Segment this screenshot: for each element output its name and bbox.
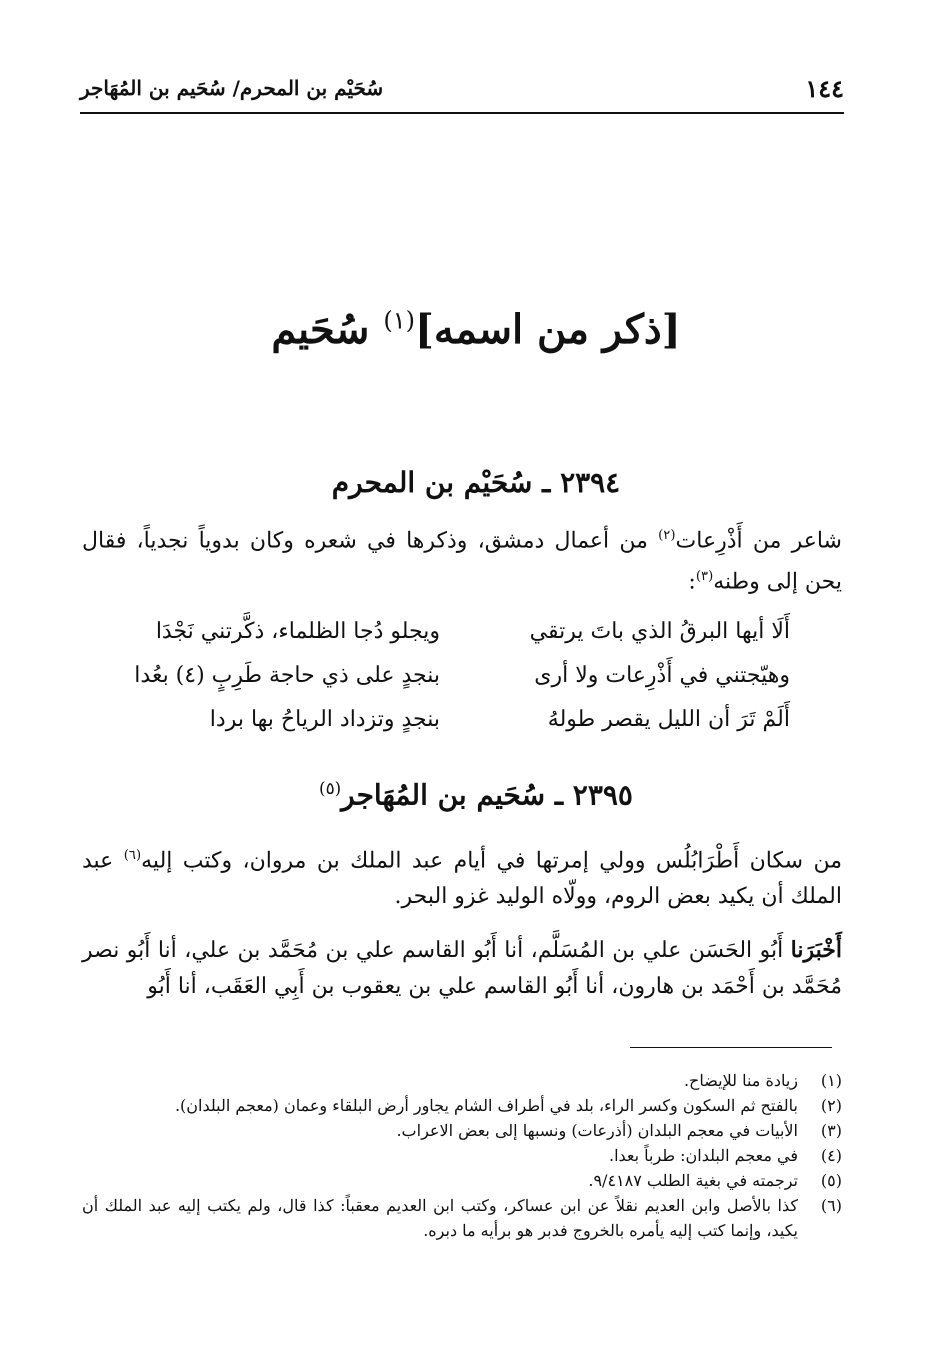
isnad-text: أَبُو الحَسَن علي بن المُسَلَّم، أنا أَبُو القاسم علي بن مُحَمَّد بن علي، أنا أَبُو نصر مُحَمَّد بن أَحْمَد بن هارون، أنا أَبُو القاسم علي بن يعقوب بن أَبِي العَقَب، أنا أَبُو — [82, 938, 842, 999]
footnote-ref-6: (٦) — [123, 848, 142, 863]
intro-text-3: يحن إلى وطنه — [713, 569, 842, 595]
footnote — [82, 1093, 842, 1118]
intro-text-1: شاعر من أَذْرِعات — [675, 528, 842, 554]
footnote — [82, 1193, 842, 1243]
entry-2394-intro — [82, 518, 842, 601]
footnote-number: (١) — [820, 1071, 842, 1090]
running-header-title: سُحَيْم بن المحرم/ سُحَيم بن المُهَاجر — [80, 76, 384, 100]
paragraph-1-text-a: من سكان أَطْرَابُلُس وولي إمرتها في أيام عبد الملك بن مروان، وكتب إليه — [141, 848, 842, 874]
chapter-name: سُحَيم — [271, 306, 370, 353]
footnote-text: بالفتح ثم السكون وكسر الراء، بلد في أطراف الشام يجاور أرض البلقاء وعمان (معجم البلدان). — [174, 1096, 798, 1115]
verse-first-hemistich: أَلَا أيها البرقُ الذي باتَ يرتقي — [529, 619, 790, 644]
footnote-ref-5: (٥) — [319, 778, 342, 798]
entry-heading-2395-text: ٢٣٩٥ ـ سُحَيم بن المُهَاجر — [341, 778, 633, 812]
verse — [134, 654, 790, 698]
chapter-title — [80, 306, 872, 353]
verse-first-hemistich: وهيّجتني في أَذْرِعات ولا أرى — [534, 663, 790, 688]
footnote — [82, 1143, 842, 1168]
footnote-text: في معجم البلدان: طرباً بعدا. — [608, 1146, 798, 1165]
verse-second-hemistich: بنجدٍ وتزداد الرياحُ بها بردا — [209, 707, 440, 732]
verse-first-hemistich: أَلَمْ تَرَ أن الليل يقصر طولهُ — [547, 707, 790, 732]
verse-second-hemistich: بنجدٍ على ذي حاجة طَرِبٍ (٤) بعُدا — [134, 663, 440, 688]
header-rule — [80, 112, 844, 114]
entry-heading-2395 — [80, 778, 872, 811]
entry-heading-2394: ٢٣٩٤ ـ سُحَيْم بن المحرم — [331, 466, 621, 499]
footnote-text: زيادة منا للإيضاح. — [683, 1071, 798, 1090]
footnote — [82, 1168, 842, 1193]
paragraph-1-text-b: عبد الملك أن يكيد بعض الروم، وولّاه الوليد غزو البحر. — [82, 848, 842, 910]
poem — [134, 610, 790, 742]
chapter-title-text: [ذكر من اسمه] — [414, 306, 681, 353]
footnote-number: (٤) — [820, 1146, 842, 1165]
footnote-ref-1: (١) — [383, 306, 415, 335]
footnote-separator — [630, 1047, 832, 1048]
footnote-number: (٣) — [820, 1121, 842, 1140]
footnote — [82, 1118, 842, 1143]
running-header — [80, 66, 844, 106]
verse — [140, 698, 790, 742]
footnote-number: (٦) — [820, 1196, 842, 1215]
intro-text-2: من أعمال دمشق، وذكرها في شعره وكان بدوياً نجدياً، فقال — [82, 528, 659, 554]
entry-2395-paragraph-2 — [82, 932, 842, 1005]
footnote-ref-3: (٣) — [695, 569, 714, 585]
entry-2395-paragraph-1 — [82, 838, 842, 915]
isnad-lead-word: أَخْبَرَنا — [790, 937, 842, 963]
verse — [140, 610, 790, 654]
footnote-text: ترجمته في بغية الطلب ٩/٤١٨٧. — [588, 1171, 798, 1190]
page-number: ١٤٤ — [805, 74, 844, 103]
footnote-number: (٢) — [820, 1096, 842, 1115]
footnote-text: كذا بالأصل وابن العديم نقلاً عن ابن عساكر، وكتب ابن العديم معقباً: كذا قال، ولم يكتب إليه عبد الملك أن يكيد، وإنما كتب إليه يأمره بالخروج فدبر هو برأيه ما دبره. — [82, 1196, 798, 1240]
footnote — [82, 1068, 842, 1093]
footnote-ref-2: (٢) — [658, 528, 676, 543]
verse-second-hemistich: ويجلو دُجا الظلماء، ذكَّرتني نَجْدَا — [155, 619, 440, 644]
footnotes — [82, 1068, 842, 1243]
footnote-text: الأبيات في معجم البلدان (أذرعات) ونسبها إلى بعض الاعراب. — [396, 1121, 798, 1140]
footnote-number: (٥) — [820, 1171, 842, 1190]
intro-text-4: : — [688, 569, 696, 595]
